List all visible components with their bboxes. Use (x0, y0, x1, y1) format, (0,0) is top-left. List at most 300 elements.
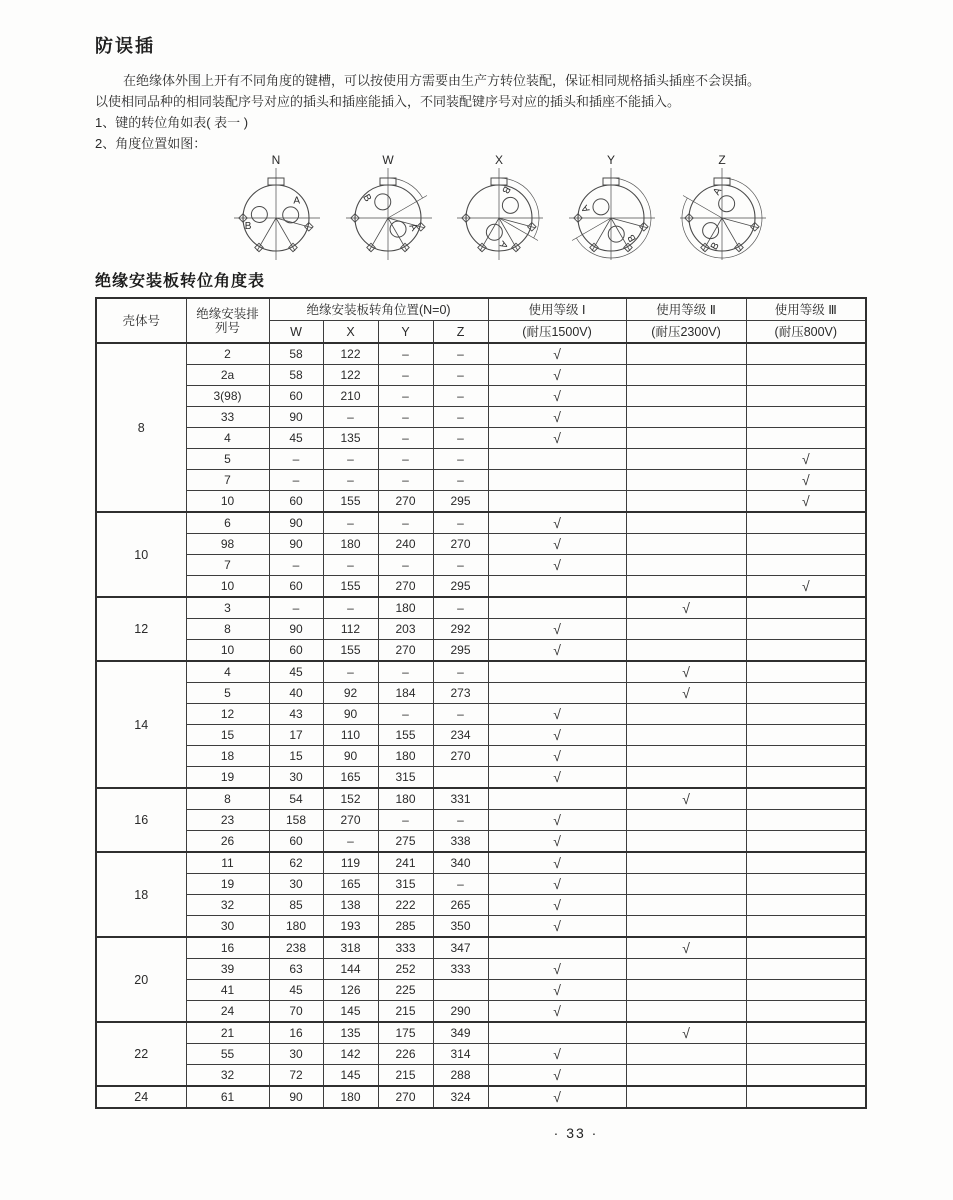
header-col-x: X (323, 321, 378, 344)
class-3-check-cell (746, 810, 866, 831)
angle-y-cell: 275 (378, 831, 433, 853)
class-1-check-cell: √ (488, 831, 626, 853)
arrangement-number-cell: 98 (186, 534, 269, 555)
class-1-check-cell: √ (488, 555, 626, 576)
angle-position-diagrams (225, 154, 773, 264)
angle-w-cell: 62 (269, 852, 323, 874)
angle-z-cell: 265 (433, 895, 488, 916)
class-2-check-cell (626, 746, 746, 767)
angle-w-cell: 30 (269, 767, 323, 789)
angle-z-cell: 349 (433, 1022, 488, 1044)
class-3-check-cell (746, 852, 866, 874)
table-row (96, 788, 866, 810)
angle-z-cell: 234 (433, 725, 488, 746)
angle-x-cell: 145 (323, 1001, 378, 1023)
angle-w-cell: 90 (269, 1086, 323, 1108)
table-row (96, 852, 866, 874)
class-2-check-cell: √ (626, 683, 746, 704)
angle-x-cell: 145 (323, 1065, 378, 1087)
angle-y-cell: 226 (378, 1044, 433, 1065)
angle-z-cell: – (433, 704, 488, 725)
angle-y-cell: 270 (378, 640, 433, 662)
class-1-check-cell: √ (488, 852, 626, 874)
class-1-check-cell: √ (488, 1086, 626, 1108)
arrangement-number-cell: 55 (186, 1044, 269, 1065)
arrangement-number-cell: 5 (186, 449, 269, 470)
angle-x-cell: – (323, 831, 378, 853)
angle-x-cell: 155 (323, 576, 378, 598)
class-3-check-cell (746, 386, 866, 407)
angle-y-cell: 184 (378, 683, 433, 704)
contact-letter-label: A (496, 238, 510, 250)
angle-y-cell: 155 (378, 725, 433, 746)
class-3-check-cell (746, 555, 866, 576)
class-1-check-cell: √ (488, 343, 626, 365)
class-1-check-cell: √ (488, 640, 626, 662)
angle-y-cell: 315 (378, 874, 433, 895)
angle-x-cell: 135 (323, 428, 378, 449)
angle-x-cell: 126 (323, 980, 378, 1001)
class-3-check-cell (746, 767, 866, 789)
class-2-check-cell (626, 555, 746, 576)
angle-x-cell: 112 (323, 619, 378, 640)
arrangement-number-cell: 61 (186, 1086, 269, 1108)
contact-letter-label: A (711, 186, 725, 198)
class-3-check-cell (746, 725, 866, 746)
header-class-2-title: 使用等级 Ⅱ (626, 298, 746, 321)
angle-z-cell: – (433, 874, 488, 895)
angle-y-cell: 180 (378, 788, 433, 810)
arrangement-number-cell: 16 (186, 937, 269, 959)
angle-w-cell: 45 (269, 661, 323, 683)
angle-x-cell: 122 (323, 343, 378, 365)
angle-w-cell: 60 (269, 576, 323, 598)
angle-y-cell: 222 (378, 895, 433, 916)
class-2-check-cell: √ (626, 788, 746, 810)
angle-x-cell: – (323, 661, 378, 683)
arrangement-number-cell: 41 (186, 980, 269, 1001)
header-col-z: Z (433, 321, 488, 344)
contact-letter-label: A (293, 195, 301, 207)
table-row (96, 555, 866, 576)
angle-w-cell: 60 (269, 386, 323, 407)
angle-y-cell: 180 (378, 746, 433, 767)
angle-z-cell: – (433, 810, 488, 831)
class-3-check-cell (746, 407, 866, 428)
class-2-check-cell: √ (626, 937, 746, 959)
arrangement-number-cell: 26 (186, 831, 269, 853)
table-row (96, 534, 866, 555)
angle-w-cell: 43 (269, 704, 323, 725)
class-3-check-cell (746, 937, 866, 959)
angle-x-cell: – (323, 449, 378, 470)
angle-y-cell: – (378, 704, 433, 725)
angle-w-cell: 180 (269, 916, 323, 938)
table-row (96, 1022, 866, 1044)
class-2-check-cell (626, 619, 746, 640)
angle-y-cell: – (378, 407, 433, 428)
angle-w-cell: 60 (269, 640, 323, 662)
table-row (96, 810, 866, 831)
angle-w-cell: – (269, 470, 323, 491)
table-row (96, 512, 866, 534)
angle-x-cell: – (323, 555, 378, 576)
angle-z-cell: – (433, 386, 488, 407)
class-1-check-cell: √ (488, 1044, 626, 1065)
class-3-check-cell (746, 661, 866, 683)
angle-z-cell: 314 (433, 1044, 488, 1065)
connector-position-label: Z (718, 154, 726, 167)
angle-w-cell: 15 (269, 746, 323, 767)
shell-number-cell: 8 (96, 343, 186, 512)
arrangement-number-cell: 30 (186, 916, 269, 938)
arrangement-number-cell: 32 (186, 1065, 269, 1087)
class-1-check-cell: √ (488, 534, 626, 555)
class-2-check-cell (626, 852, 746, 874)
table-row (96, 916, 866, 938)
angle-w-cell: 90 (269, 407, 323, 428)
angle-x-cell: 135 (323, 1022, 378, 1044)
angle-y-cell: 252 (378, 959, 433, 980)
arrangement-number-cell: 12 (186, 704, 269, 725)
class-2-check-cell: √ (626, 1022, 746, 1044)
class-3-check-cell (746, 597, 866, 619)
angle-x-cell: 318 (323, 937, 378, 959)
page-number: · 33 · (553, 1125, 599, 1141)
contact-letter-label: B (244, 220, 252, 232)
class-2-check-cell: √ (626, 661, 746, 683)
shell-number-cell: 20 (96, 937, 186, 1022)
angle-z-cell (433, 980, 488, 1001)
angle-y-cell: 270 (378, 1086, 433, 1108)
shell-number-cell: 18 (96, 852, 186, 937)
angle-x-cell: 119 (323, 852, 378, 874)
table-row (96, 959, 866, 980)
arrangement-number-cell: 15 (186, 725, 269, 746)
class-2-check-cell (626, 343, 746, 365)
class-1-check-cell: √ (488, 895, 626, 916)
class-2-check-cell (626, 767, 746, 789)
angle-z-cell: – (433, 343, 488, 365)
table-row (96, 619, 866, 640)
contact-letter-label: B (499, 183, 513, 196)
class-1-check-cell (488, 683, 626, 704)
table-row (96, 767, 866, 789)
angle-y-cell: 180 (378, 597, 433, 619)
arrangement-number-cell: 6 (186, 512, 269, 534)
angle-x-cell: – (323, 470, 378, 491)
class-2-check-cell (626, 1001, 746, 1023)
table-row (96, 704, 866, 725)
arrangement-number-cell: 7 (186, 470, 269, 491)
class-2-check-cell (626, 980, 746, 1001)
angle-y-cell: 215 (378, 1065, 433, 1087)
connector-diagram-Z (671, 154, 773, 264)
arrangement-number-cell: 18 (186, 746, 269, 767)
angle-w-cell: 30 (269, 874, 323, 895)
angle-w-cell: 238 (269, 937, 323, 959)
contact-letter-label: A (579, 202, 592, 215)
shell-number-cell: 16 (96, 788, 186, 852)
class-3-check-cell: √ (746, 449, 866, 470)
class-3-check-cell (746, 874, 866, 895)
arrangement-number-cell: 8 (186, 788, 269, 810)
table-row (96, 491, 866, 513)
angle-w-cell: 158 (269, 810, 323, 831)
angle-x-cell: 122 (323, 365, 378, 386)
class-2-check-cell (626, 1086, 746, 1108)
arrangement-number-cell: 7 (186, 555, 269, 576)
class-1-check-cell: √ (488, 428, 626, 449)
class-2-check-cell: √ (626, 597, 746, 619)
table-row (96, 831, 866, 853)
table-row (96, 895, 866, 916)
connector-diagram-W (337, 154, 439, 264)
rotation-angle-table (95, 297, 867, 1109)
angle-x-cell: 165 (323, 874, 378, 895)
table-row (96, 470, 866, 491)
class-3-check-cell (746, 1001, 866, 1023)
table-row (96, 343, 866, 365)
class-2-check-cell (626, 874, 746, 895)
connector-diagram-N (225, 154, 327, 264)
class-3-check-cell (746, 959, 866, 980)
arrangement-number-cell: 10 (186, 640, 269, 662)
class-3-check-cell (746, 619, 866, 640)
class-3-check-cell: √ (746, 470, 866, 491)
arrangement-number-cell: 24 (186, 1001, 269, 1023)
class-1-check-cell (488, 788, 626, 810)
arrangement-number-cell: 33 (186, 407, 269, 428)
angle-y-cell: – (378, 449, 433, 470)
angle-y-cell: – (378, 386, 433, 407)
class-2-check-cell (626, 704, 746, 725)
angle-w-cell: 72 (269, 1065, 323, 1087)
class-3-check-cell (746, 1065, 866, 1087)
angle-x-cell: 90 (323, 746, 378, 767)
contact-letter-label: B (359, 192, 373, 204)
class-2-check-cell (626, 810, 746, 831)
angle-w-cell: 40 (269, 683, 323, 704)
angle-x-cell: 180 (323, 1086, 378, 1108)
angle-x-cell: 210 (323, 386, 378, 407)
class-3-check-cell (746, 704, 866, 725)
angle-w-cell: 45 (269, 980, 323, 1001)
angle-x-cell: 180 (323, 534, 378, 555)
angle-y-cell: 315 (378, 767, 433, 789)
class-3-check-cell (746, 831, 866, 853)
angle-z-cell (433, 767, 488, 789)
table-header-row-1 (96, 298, 866, 321)
angle-z-cell: 295 (433, 491, 488, 513)
table-row (96, 937, 866, 959)
table-row (96, 1065, 866, 1087)
intro-paragraph-line1: 在绝缘体外围上开有不同角度的键槽，可以按使用方需要由生产方转位装配，保证相同规格插头插座不会误插。 (123, 73, 761, 88)
class-3-check-cell (746, 365, 866, 386)
angle-w-cell: 30 (269, 1044, 323, 1065)
angle-z-cell: 288 (433, 1065, 488, 1087)
angle-w-cell: – (269, 555, 323, 576)
table-row (96, 874, 866, 895)
angle-z-cell: – (433, 449, 488, 470)
class-2-check-cell (626, 831, 746, 853)
angle-w-cell: 17 (269, 725, 323, 746)
angle-x-cell: 92 (323, 683, 378, 704)
table-row (96, 428, 866, 449)
angle-z-cell: 331 (433, 788, 488, 810)
angle-z-cell: – (433, 407, 488, 428)
class-2-check-cell (626, 365, 746, 386)
angle-w-cell: 60 (269, 831, 323, 853)
angle-x-cell: 270 (323, 810, 378, 831)
angle-z-cell: 324 (433, 1086, 488, 1108)
header-class-3-voltage: (耐压800V) (746, 321, 866, 344)
class-2-check-cell (626, 386, 746, 407)
class-1-check-cell: √ (488, 746, 626, 767)
contact-letter-label: B (625, 232, 639, 244)
class-3-check-cell (746, 343, 866, 365)
angle-y-cell: 203 (378, 619, 433, 640)
table-row (96, 576, 866, 598)
table-row (96, 746, 866, 767)
angle-z-cell: – (433, 428, 488, 449)
angle-w-cell: 16 (269, 1022, 323, 1044)
angle-x-cell: 144 (323, 959, 378, 980)
header-class-1-voltage: (耐压1500V) (488, 321, 626, 344)
angle-y-cell: – (378, 810, 433, 831)
connector-position-label: Y (606, 154, 615, 167)
class-2-check-cell (626, 491, 746, 513)
class-2-check-cell (626, 428, 746, 449)
angle-z-cell: 270 (433, 746, 488, 767)
angle-y-cell: – (378, 343, 433, 365)
class-1-check-cell: √ (488, 1065, 626, 1087)
class-2-check-cell (626, 725, 746, 746)
table-row (96, 661, 866, 683)
class-3-check-cell (746, 1086, 866, 1108)
angle-x-cell: 142 (323, 1044, 378, 1065)
angle-z-cell: 295 (433, 640, 488, 662)
angle-z-cell: – (433, 555, 488, 576)
angle-x-cell: 110 (323, 725, 378, 746)
angle-x-cell: – (323, 512, 378, 534)
class-3-check-cell (746, 916, 866, 938)
class-3-check-cell (746, 683, 866, 704)
page-title: 防误插 (95, 36, 155, 56)
connector-position-label: X (494, 154, 504, 167)
connector-diagram-Y (560, 154, 662, 264)
angle-z-cell: 347 (433, 937, 488, 959)
arrangement-number-cell: 19 (186, 874, 269, 895)
shell-number-cell: 10 (96, 512, 186, 597)
class-1-check-cell: √ (488, 959, 626, 980)
angle-x-cell: 138 (323, 895, 378, 916)
angle-w-cell: 45 (269, 428, 323, 449)
angle-z-cell: 295 (433, 576, 488, 598)
header-class-1-title: 使用等级 Ⅰ (488, 298, 626, 321)
angle-x-cell: 152 (323, 788, 378, 810)
class-1-check-cell (488, 491, 626, 513)
angle-y-cell: 285 (378, 916, 433, 938)
arrangement-number-cell: 39 (186, 959, 269, 980)
arrangement-number-cell: 10 (186, 491, 269, 513)
shell-number-cell: 24 (96, 1086, 186, 1108)
class-1-check-cell: √ (488, 874, 626, 895)
angle-x-cell: 155 (323, 640, 378, 662)
angle-w-cell: 70 (269, 1001, 323, 1023)
header-arrangement-line2: 列号 (214, 320, 240, 335)
class-1-check-cell: √ (488, 407, 626, 428)
table-row (96, 1001, 866, 1023)
class-1-check-cell (488, 597, 626, 619)
angle-z-cell: 273 (433, 683, 488, 704)
arrangement-number-cell: 4 (186, 661, 269, 683)
class-3-check-cell (746, 640, 866, 662)
header-angle-position-group: 绝缘安装板转角位置(N=0) (269, 298, 488, 321)
list-item-angle-position: 2、角度位置如图： (95, 136, 207, 151)
header-shell-number: 壳体号 (96, 298, 186, 343)
arrangement-number-cell: 2a (186, 365, 269, 386)
class-1-check-cell: √ (488, 512, 626, 534)
header-col-w: W (269, 321, 323, 344)
angle-z-cell: 333 (433, 959, 488, 980)
intro-paragraph-line2: 以使相同品种的相同装配序号对应的插头和插座能插入，不同装配键序号对应的插头和插座不能插入。 (95, 94, 681, 109)
angle-z-cell: – (433, 597, 488, 619)
angle-w-cell: 85 (269, 895, 323, 916)
class-1-check-cell: √ (488, 365, 626, 386)
table-row (96, 407, 866, 428)
angle-y-cell: 270 (378, 491, 433, 513)
header-arrangement-line1: 绝缘安装排 (196, 306, 259, 321)
table-row (96, 980, 866, 1001)
class-3-check-cell (746, 1044, 866, 1065)
angle-w-cell: 58 (269, 343, 323, 365)
class-3-check-cell (746, 788, 866, 810)
angle-z-cell: 270 (433, 534, 488, 555)
table-row (96, 1086, 866, 1108)
shell-number-cell: 22 (96, 1022, 186, 1086)
arrangement-number-cell: 10 (186, 576, 269, 598)
class-1-check-cell: √ (488, 767, 626, 789)
arrangement-number-cell: 3 (186, 597, 269, 619)
class-1-check-cell: √ (488, 1001, 626, 1023)
angle-w-cell: 60 (269, 491, 323, 513)
angle-w-cell: 90 (269, 512, 323, 534)
angle-w-cell: 90 (269, 619, 323, 640)
shell-number-cell: 12 (96, 597, 186, 661)
angle-x-cell: 90 (323, 704, 378, 725)
class-3-check-cell: √ (746, 576, 866, 598)
class-2-check-cell (626, 895, 746, 916)
class-3-check-cell (746, 428, 866, 449)
angle-x-cell: 193 (323, 916, 378, 938)
class-3-check-cell (746, 895, 866, 916)
table-row (96, 683, 866, 704)
angle-z-cell: 290 (433, 1001, 488, 1023)
header-class-3-title: 使用等级 Ⅲ (746, 298, 866, 321)
class-2-check-cell (626, 534, 746, 555)
class-2-check-cell (626, 576, 746, 598)
arrangement-number-cell: 19 (186, 767, 269, 789)
arrangement-number-cell: 4 (186, 428, 269, 449)
angle-z-cell: – (433, 661, 488, 683)
table-row (96, 640, 866, 662)
class-2-check-cell (626, 640, 746, 662)
angle-x-cell: 155 (323, 491, 378, 513)
angle-w-cell: – (269, 597, 323, 619)
angle-z-cell: 338 (433, 831, 488, 853)
header-col-y: Y (378, 321, 433, 344)
